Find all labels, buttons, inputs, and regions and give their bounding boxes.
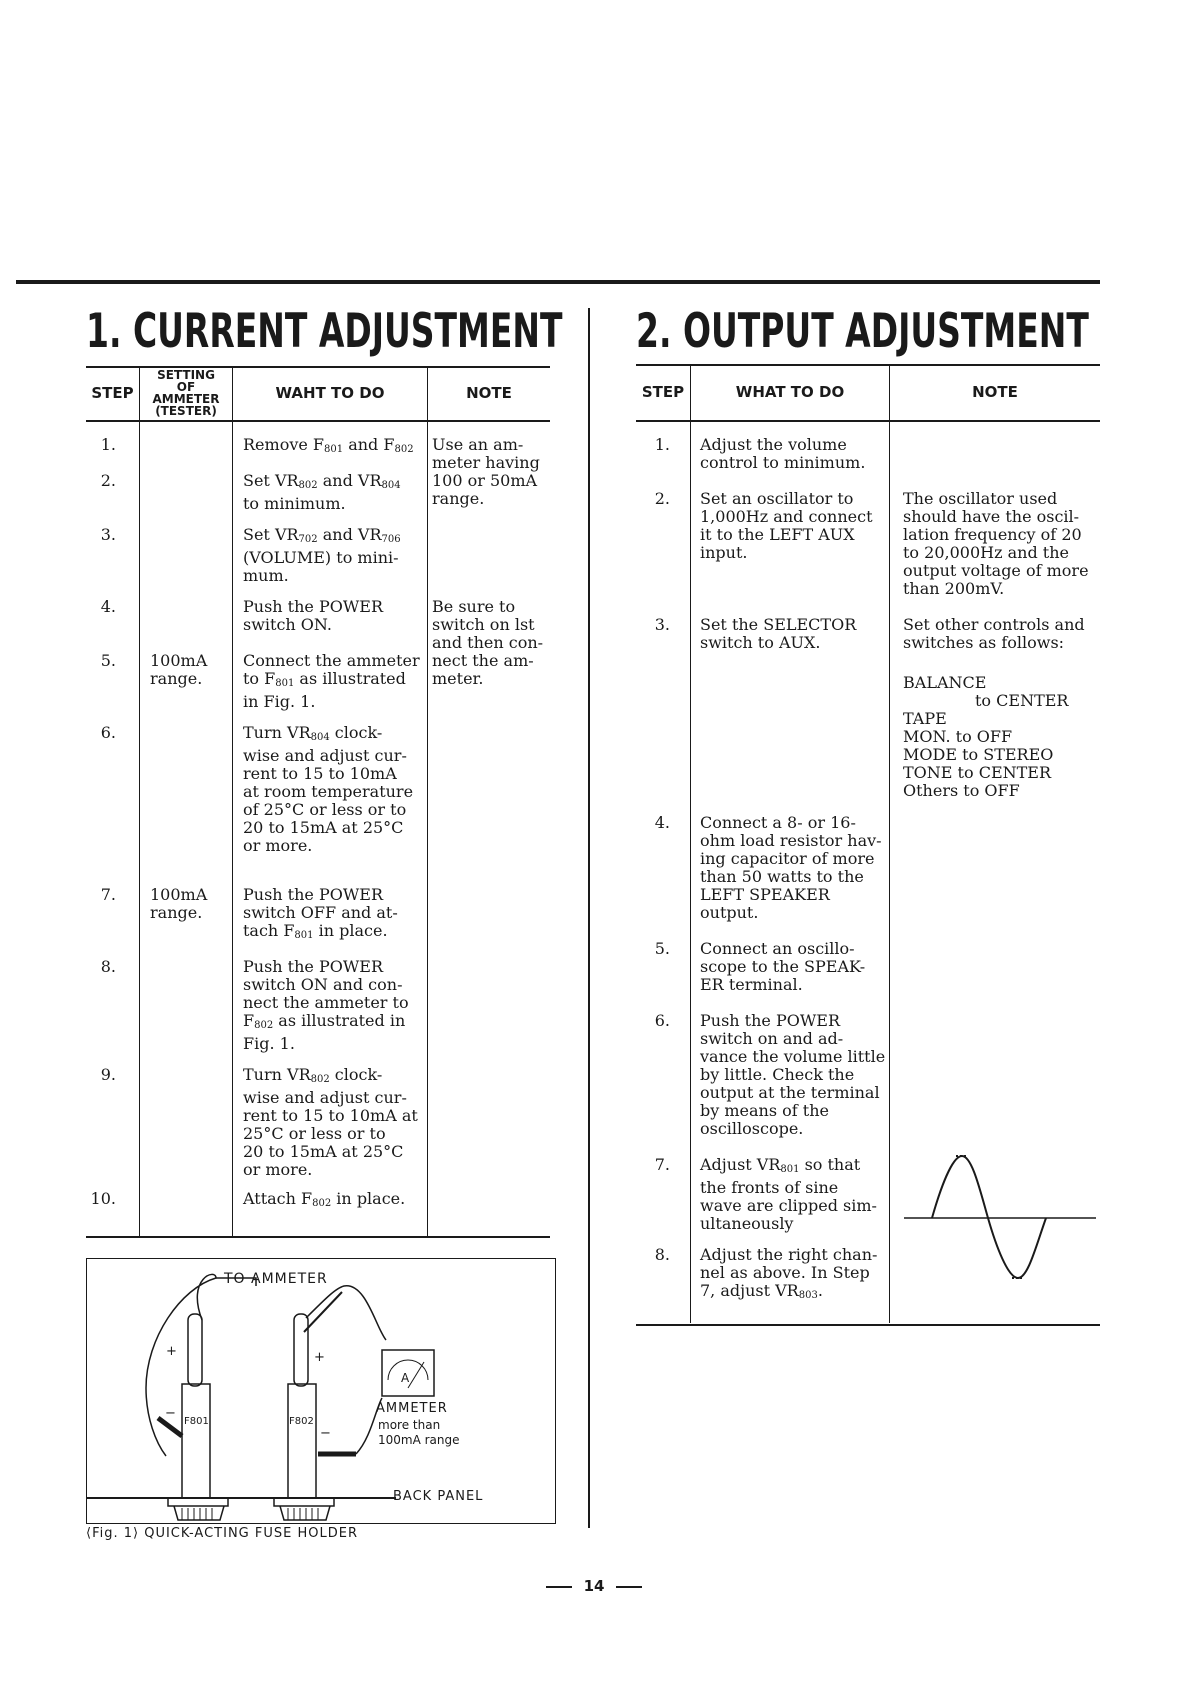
table2-what-to-do: Connect an oscillo- scope to the SPEAK- ER terminal.	[700, 939, 866, 994]
table2-step-number: 8.	[654, 1245, 670, 1264]
table1-what-to-do: Push the POWER switch ON and con- nect the ammeter to $F_{802}$ as illustrated in Fig. 1.	[243, 957, 409, 1053]
table1-header-setting	[140, 369, 232, 417]
settings-item: to CENTER	[975, 691, 1069, 710]
table1-top-rule	[86, 366, 550, 368]
table1-step-number: 10.	[90, 1189, 116, 1208]
table1-step-number: 4.	[100, 597, 116, 616]
table2-what-to-do: Set the SELECTOR switch to AUX.	[700, 615, 857, 652]
table1-bottom-rule	[86, 1236, 550, 1238]
top-rule	[16, 280, 1100, 284]
table2-header-what: WHAT TO DO	[735, 383, 845, 401]
table1-header-rule	[86, 420, 550, 422]
test-lead	[306, 1286, 386, 1340]
table2-top-rule	[636, 364, 1100, 366]
table1-step-number: 8.	[100, 957, 116, 976]
header-setting-line: (TESTER)	[155, 404, 217, 418]
table1-header-note: NOTE	[466, 384, 512, 402]
test-lead	[146, 1274, 216, 1456]
table1-note: Use an am- meter having 100 or 50mA range.	[432, 435, 540, 508]
meter-needle	[408, 1362, 424, 1388]
table1-step-number: 2.	[100, 471, 116, 490]
table1-what-to-do: Push the POWER switch OFF and at- tach $F_{801}$ in place.	[243, 885, 398, 941]
label-f801: F801	[184, 1416, 209, 1427]
ammeter-letter: A	[401, 1371, 411, 1385]
section2-title: 2. OUTPUT ADJUSTMENT	[636, 304, 1089, 359]
ammeter-note-2: 100mA range	[378, 1433, 460, 1447]
table2-step-number: 5.	[654, 939, 670, 958]
plus-sign-f802: +	[314, 1350, 325, 1365]
table1-what-to-do: Set $VR_{702}$ and $VR_{706}$ (VOLUME) to mini- mum.	[243, 525, 401, 585]
header-setting-line: SETTING	[157, 368, 215, 382]
page-number: 14	[583, 1577, 605, 1595]
table2-step-number: 1.	[654, 435, 670, 454]
column-divider	[588, 308, 590, 1528]
clipped-sine-wave	[900, 1150, 1100, 1290]
table1-step-number: 3.	[100, 525, 116, 544]
table2-what-to-do: Adjust $VR_{801}$ so that the fronts of sine wave are clipped sim- ultaneously	[700, 1155, 877, 1233]
label-f802: F802	[289, 1416, 314, 1427]
table1-step-number: 6.	[100, 723, 116, 742]
settings-item: MON. to OFF	[903, 727, 1013, 746]
table2-header-note: NOTE	[972, 383, 1018, 401]
table2-what-to-do: Push the POWER switch on and ad- vance the volume little by little. Check the output at the terminal by means of the oscilloscope.	[700, 1011, 886, 1138]
settings-item: BALANCE	[903, 673, 987, 692]
table1-step-number: 7.	[100, 885, 116, 904]
table1-what-to-do: Attach $F_{802}$ in place.	[243, 1189, 406, 1209]
table2-step-number: 6.	[654, 1011, 670, 1030]
table2-step-number: 2.	[654, 489, 670, 508]
header-setting-line: AMMETER	[152, 392, 220, 406]
table2-col-divider	[690, 365, 691, 1323]
settings-item: MODE to STEREO	[903, 745, 1054, 764]
label-back-panel: BACK PANEL	[393, 1489, 484, 1504]
page-number-block	[534, 1576, 654, 1595]
table2-what-to-do: Adjust the volume control to minimum.	[700, 435, 866, 472]
probe-red	[304, 1292, 342, 1332]
table2-step-number: 4.	[654, 813, 670, 832]
table1-note: Be sure to switch on lst and then con- nect the am- meter.	[432, 597, 544, 688]
settings-item: Others to OFF	[903, 781, 1020, 800]
figure-caption: ⟨Fig. 1⟩ QUICK-ACTING FUSE HOLDER	[86, 1526, 358, 1541]
settings-item: TONE to CENTER	[903, 763, 1052, 782]
table2-step-number: 3.	[654, 615, 670, 634]
table1-setting: 100mA range.	[150, 651, 208, 688]
settings-item: TAPE	[903, 709, 947, 728]
label-ammeter: AMMETER	[376, 1401, 448, 1416]
table2-bottom-rule	[636, 1324, 1100, 1326]
minus-sign-f801: −	[165, 1406, 176, 1421]
table2-note: The oscillator used should have the oscil- lation frequency of 20 to 20,000Hz and the output voltage of more than 200mV.	[903, 489, 1089, 598]
table1-what-to-do: Turn $VR_{802}$ clock- wise and adjust cur- rent to 15 to 10mA at 25°C or less or to 20 to 15mA at 25°C or more.	[243, 1065, 418, 1179]
table1-col-divider	[232, 367, 233, 1236]
table1-header-step: STEP	[91, 384, 134, 402]
table2-header-rule	[636, 420, 1100, 422]
table1-what-to-do: Set $VR_{802}$ and $VR_{804}$ to minimum.	[243, 471, 401, 513]
table2-what-to-do: Adjust the right chan- nel as above. In Step 7, adjust $VR_{803}$.	[700, 1245, 878, 1301]
settings-list	[903, 674, 1068, 800]
table1-col-divider	[139, 367, 140, 1236]
table1-header-what: WAHT TO DO	[275, 384, 385, 402]
table2-header-step: STEP	[641, 383, 685, 401]
table1-step-number: 1.	[100, 435, 116, 454]
table1-what-to-do: Push the POWER switch ON.	[243, 597, 384, 634]
label-to-ammeter: TO AMMETER	[224, 1271, 328, 1287]
page-dash	[616, 1586, 642, 1588]
table1-what-to-do: Connect the ammeter to $F_{801}$ as illustrated in Fig. 1.	[243, 651, 420, 711]
table2-col-divider	[889, 365, 890, 1323]
wave-trace	[932, 1156, 1046, 1278]
minus-sign-f802: −	[320, 1426, 331, 1441]
table2-note: Set other controls and switches as follows:	[903, 615, 1085, 652]
table1-col-divider	[427, 367, 428, 1236]
ammeter-note-1: more than	[378, 1418, 441, 1432]
table2-what-to-do: Set an oscillator to 1,000Hz and connect it to the LEFT AUX input.	[700, 489, 873, 562]
table1-what-to-do: Turn $VR_{804}$ clock- wise and adjust cur- rent to 15 to 10mA at room temperature of 25°C or less or to 20 to 15mA at 25°C or more.	[243, 723, 414, 855]
plus-sign-f801: +	[166, 1344, 177, 1359]
table1-step-number: 5.	[100, 651, 116, 670]
table1-setting: 100mA range.	[150, 885, 208, 922]
table1-step-number: 9.	[100, 1065, 116, 1084]
section1-title: 1. CURRENT ADJUSTMENT	[86, 304, 563, 359]
table1-what-to-do: Remove $F_{801}$ and $F_{802}$	[243, 435, 414, 455]
header-setting-line: OF	[176, 380, 196, 394]
table2-step-number: 7.	[654, 1155, 670, 1174]
table2-what-to-do: Connect a 8- or 16- ohm load resistor hav- ing capacitor of more than 50 watts to the LEFT SPEAKER output.	[700, 813, 882, 922]
fuse-holder-diagram	[86, 1258, 556, 1524]
page-dash	[546, 1586, 572, 1588]
